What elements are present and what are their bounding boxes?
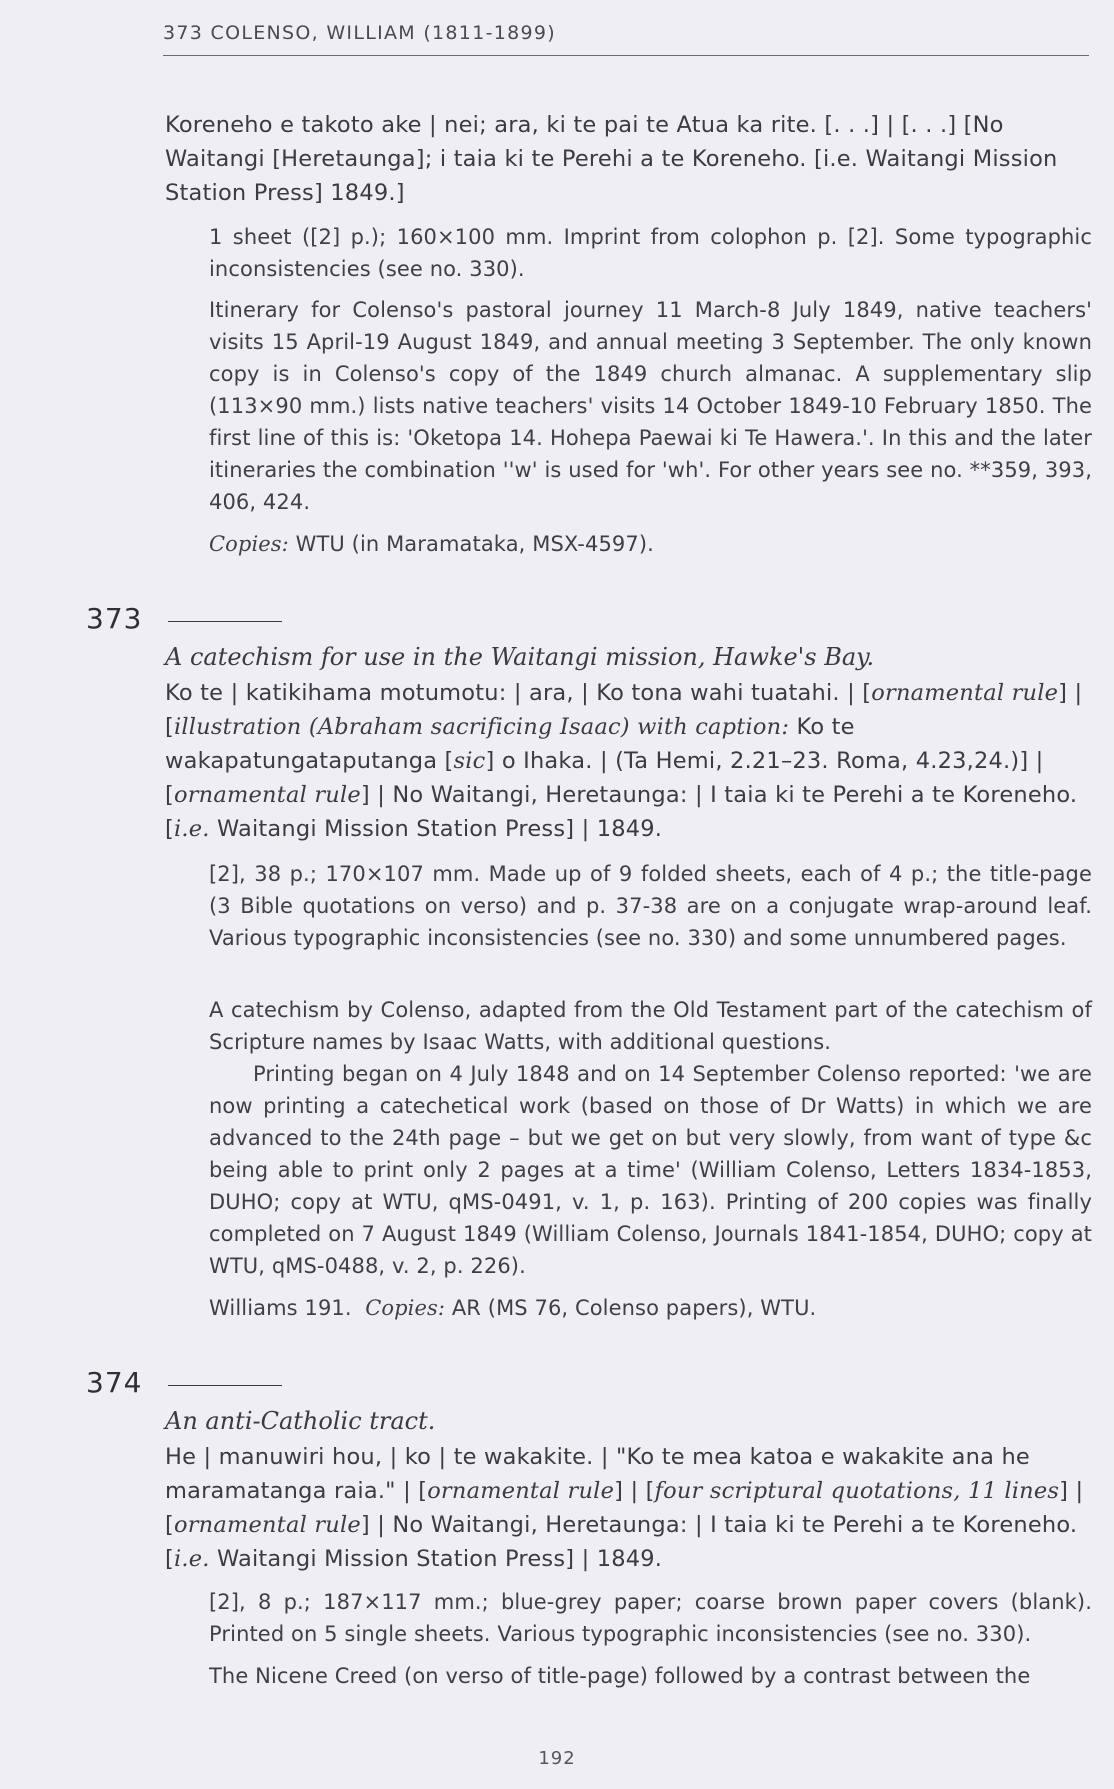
- entry-dash: [168, 1385, 282, 1386]
- entry-number: 374: [86, 1366, 143, 1399]
- entry-title: A catechism for use in the Waitangi mission, Hawke's Bay.: [165, 643, 875, 671]
- continued-copies: [209, 528, 1092, 560]
- entry-dash: [168, 621, 282, 622]
- entry-references: [209, 1292, 1092, 1324]
- header-rule: [163, 55, 1089, 56]
- copies-label: Copies:: [365, 1296, 446, 1320]
- page-number: 192: [538, 1748, 576, 1769]
- copies-text: AR (MS 76, Colenso papers), WTU.: [451, 1296, 817, 1320]
- copies-label: Copies:: [209, 532, 289, 556]
- entry-note: A catechism by Colenso, adapted from the Old Testament part of the catechism of Scripture names by Isaac Watts, with additional questions.: [209, 998, 1092, 1054]
- entry-transcription: He | manuwiri hou, | ko | te wakakite. | "Ko te mea katoa e wakakite ana he maramatanga raia." | [ornamental rule] | [four scriptural quotations, 11 lines] | [ornamental rule] | No Waitangi, Heretaunga: | I taia ki te Perehi a te Koreneho. [i.e. Waitangi Mission Station Press] | 1849.: [165, 1444, 1084, 1572]
- entry-transcription: Ko te | katikihama motumotu: | ara, | Ko tona wahi tuatahi. | [ornamental rule] | [illustration (Abraham sacrificing Isaac) with caption: Ko te wakapatungataputanga [sic] o Ihaka. | (Ta Hemi, 2.21–23. Roma, 4.23,24.)] | [ornamental rule] | No Waitangi, Heretaunga: | I taia ki te Perehi a te Koreneho. [i.e. Waitangi Mission Station Press] | 1849.: [165, 680, 1083, 842]
- copies-text: WTU (in Maramataka, MSX-4597).: [295, 532, 654, 556]
- entry-collation: [2], 8 p.; 187×117 mm.; blue-grey paper; coarse brown paper covers (blank). Printed on 5 single sheets. Various typographic inconsistencies (see no. 330).: [209, 1590, 1092, 1646]
- entry-title: An anti-Catholic tract.: [165, 1407, 436, 1435]
- reference-text: Williams 191.: [209, 1296, 352, 1320]
- entry-number: 373: [86, 602, 143, 635]
- continued-collation: 1 sheet ([2] p.); 160×100 mm. Imprint from colophon p. [2]. Some typographic inconsistencies (see no. 330).: [209, 225, 1092, 281]
- entry-note: Printing began on 4 July 1848 and on 14 September Colenso reported: 'we are now printing a catechetical work (based on those of Dr Watts) in which we are advanced to the 24th page – but we get on but very slowly, from want of type &c being able to print only 2 pages at a time' (William Colenso, Letters 1834-1853, DUHO; copy at WTU, qMS-0491, v. 1, p. 163). Printing of 200 copies was finally completed on 7 August 1849 (William Colenso, Journals 1841-1854, DUHO; copy at WTU, qMS-0488, v. 2, p. 226).: [209, 1062, 1092, 1278]
- running-head: 373 COLENSO, WILLIAM (1811-1899): [163, 22, 557, 44]
- continued-note: Itinerary for Colenso's pastoral journey 11 March-8 July 1849, native teachers' visits 15 April-19 August 1849, and annual meeting 3 September. The only known copy is in Colenso's copy of the 1849 church almanac. A supplementary slip (113×90 mm.) lists native teachers' visits 14 October 1849-10 February 1850. The first line of this is: 'Oketopa 14. Hohepa Paewai ki Te Hawera.'. In this and the later itineraries the combination ''w' is used for 'wh'. For other years see no. **359, 393, 406, 424.: [209, 298, 1092, 514]
- entry-note: The Nicene Creed (on verso of title-page) followed by a contrast between the: [209, 1664, 1031, 1688]
- entry-collation: [2], 38 p.; 170×107 mm. Made up of 9 folded sheets, each of 4 p.; the title-page (3 Bible quotations on verso) and p. 37-38 are on a conjugate wrap-around leaf. Various typographic inconsistencies (see no. 330) and some unnumbered pages.: [209, 862, 1092, 950]
- continued-transcription: Koreneho e takoto ake | nei; ara, ki te pai te Atua ka rite. [. . .] | [. . .] [No Waitangi [Heretaunga]; i taia ki te Perehi a te Koreneho. [i.e. Waitangi Mission Station Press] 1849.]: [165, 112, 1058, 206]
